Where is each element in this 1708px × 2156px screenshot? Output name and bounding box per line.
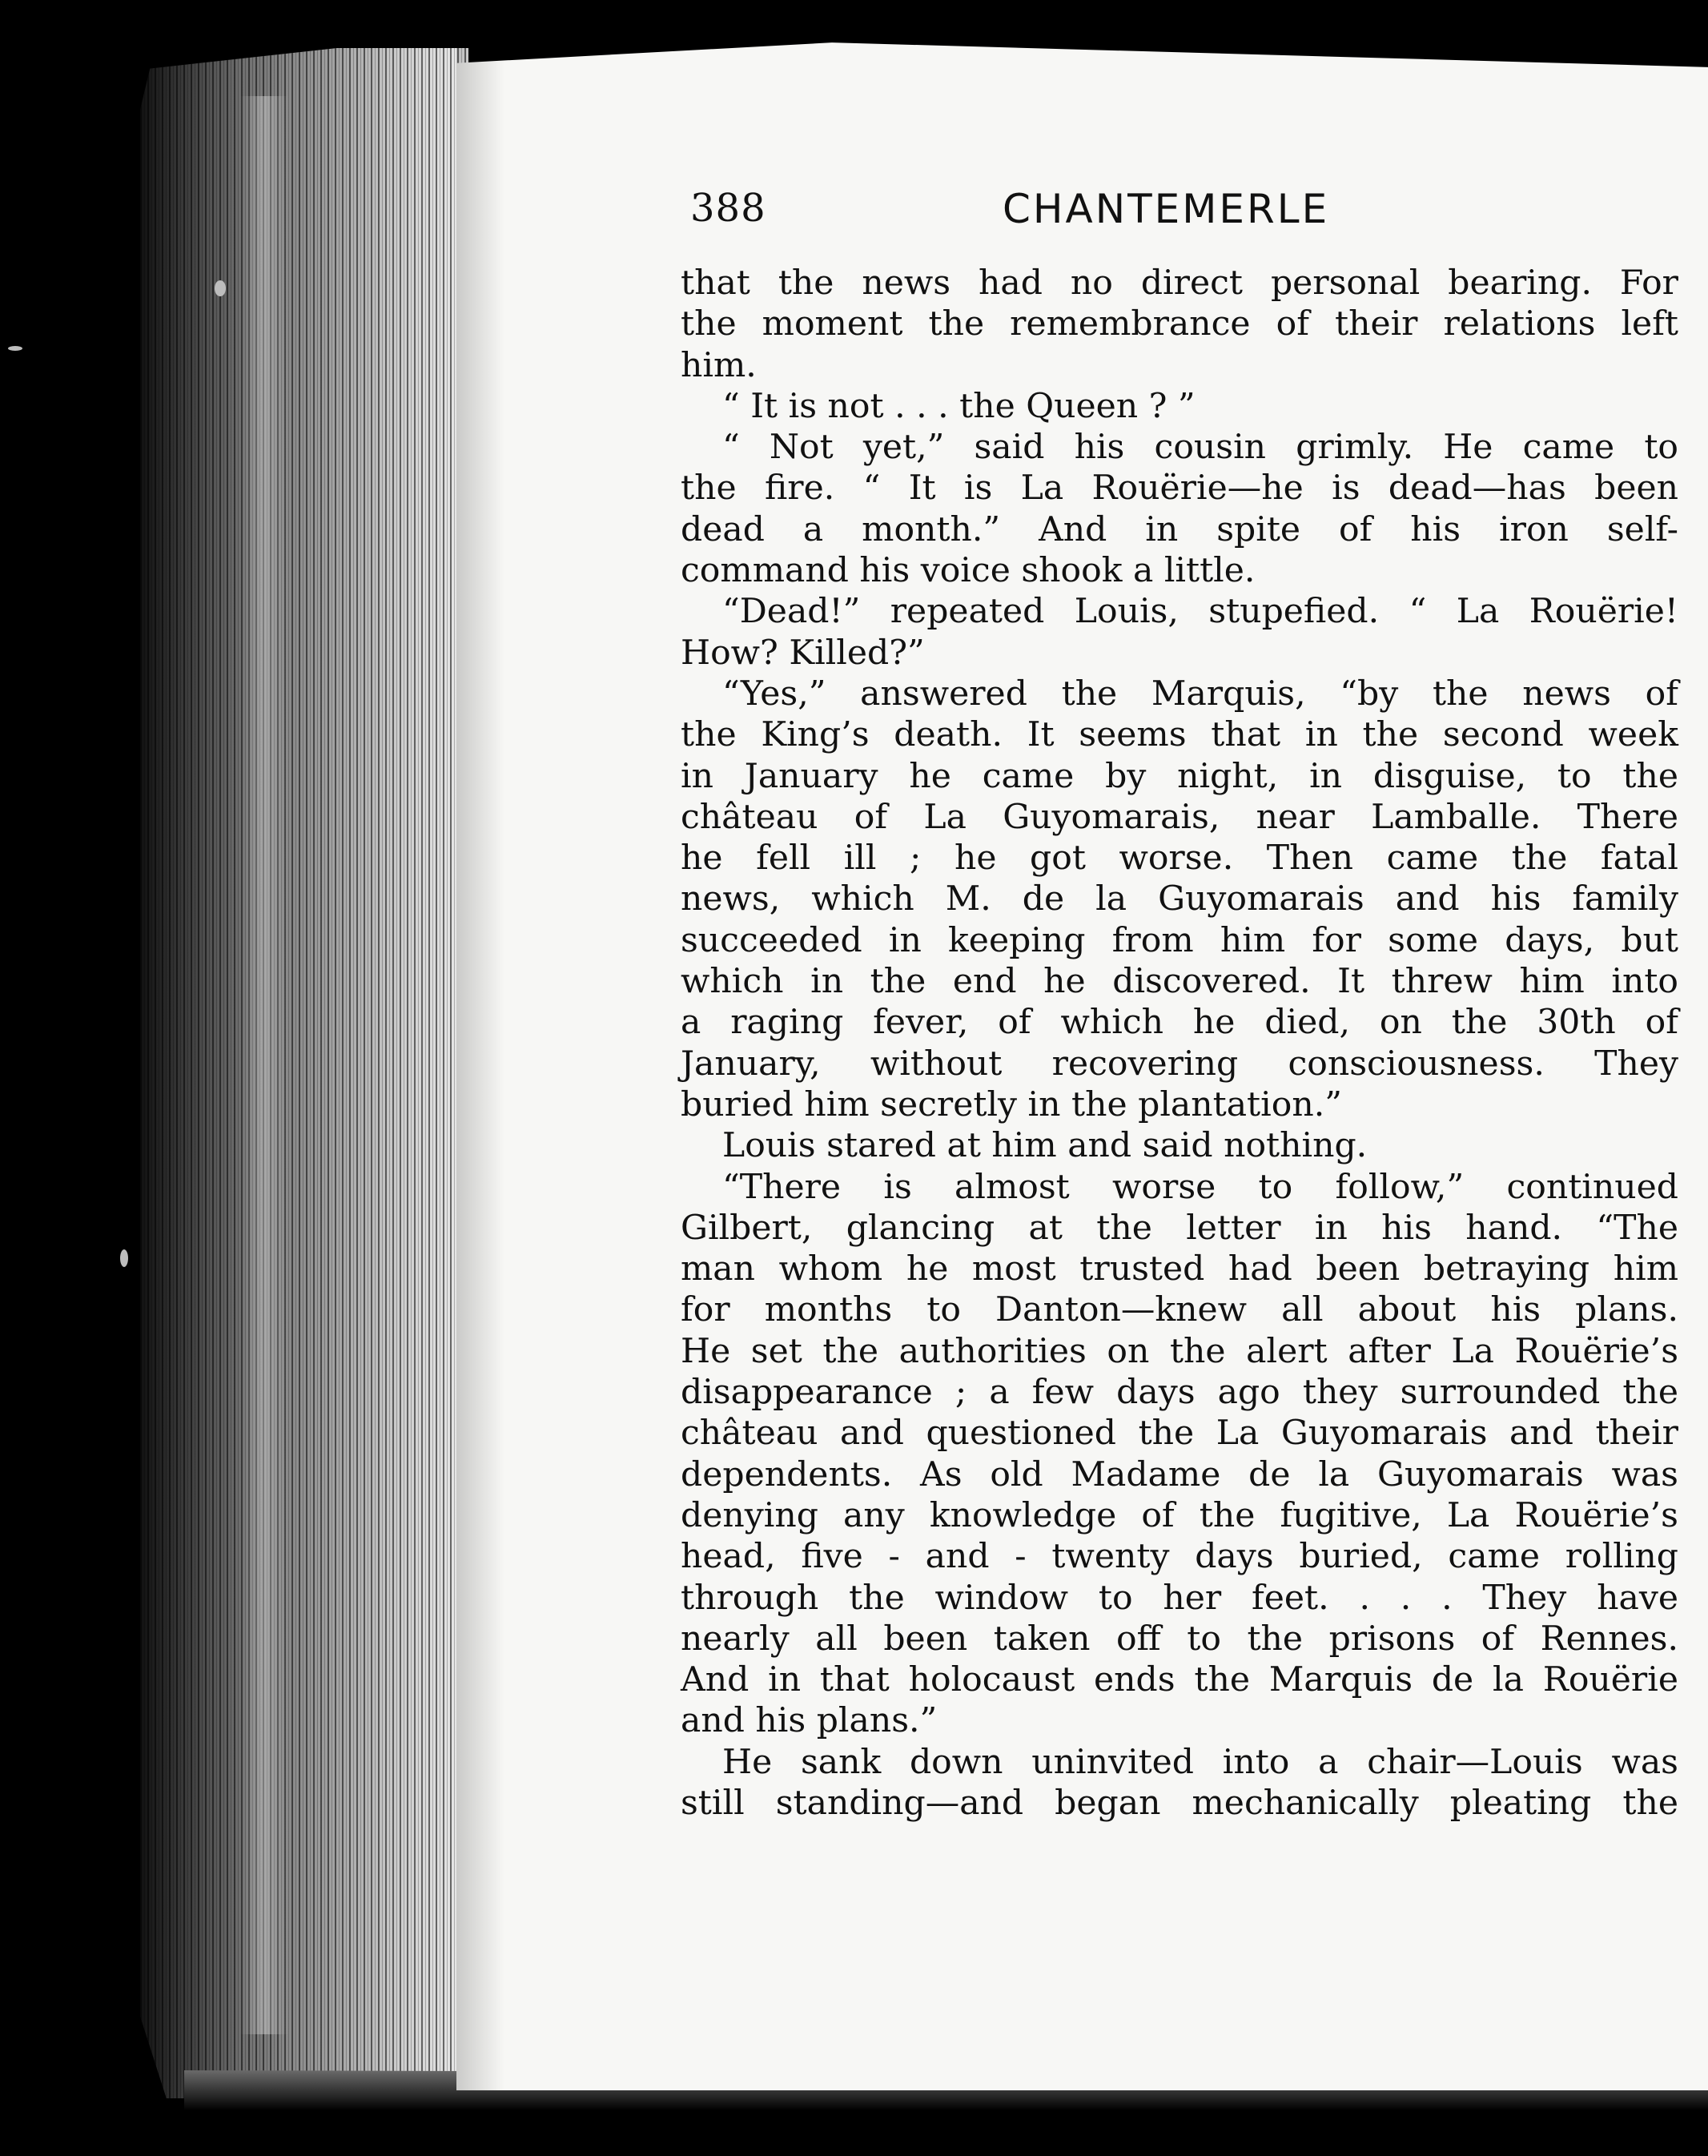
text-line: the King’s death. It seems that in the second week — [681, 715, 1678, 755]
text-line: he fell ill ; he got worse. Then came the fatal — [681, 839, 1678, 879]
running-head: CHANTEMERLE — [1003, 186, 1330, 232]
text-line: a raging fever, of which he died, on the 30th of — [681, 1003, 1678, 1043]
text-line: château and questioned the La Guyomarais and their — [681, 1414, 1678, 1454]
text-line: Louis stared at him and said nothing. — [722, 1126, 1368, 1166]
text-line: news, which M. de la Guyomarais and his family — [681, 879, 1678, 919]
text-line: buried him secretly in the plantation.” — [681, 1084, 1342, 1124]
text-line: him. — [681, 345, 757, 385]
text-line: man whom he most trusted had been betraying him — [681, 1249, 1678, 1289]
text-line: He set the authorities on the alert after La Rouërie’s — [681, 1331, 1678, 1371]
page-number: 388 — [690, 186, 766, 231]
text-line: January, without recovering consciousness. They — [681, 1044, 1678, 1084]
body-text — [681, 263, 1678, 1824]
page-edge-highlight — [240, 96, 288, 2034]
text-line: head, five - and - twenty days buried, came rolling — [681, 1537, 1678, 1577]
text-line: the moment the remembrance of their relations left — [681, 304, 1678, 344]
text-line: disappearance ; a few days ago they surrounded the — [681, 1373, 1678, 1413]
text-line: in January he came by night, in disguise, to the — [681, 756, 1678, 796]
text-line: Gilbert, glancing at the letter in his hand. “The — [681, 1208, 1678, 1248]
gutter-shadow — [456, 38, 504, 2090]
text-line: and his plans.” — [681, 1701, 938, 1741]
text-line: for months to Danton—knew all about his plans. — [681, 1290, 1678, 1330]
text-line: through the window to her feet. . . . They have — [681, 1578, 1678, 1618]
text-line: “Dead!” repeated Louis, stupefied. “ La Rouërie! — [722, 592, 1678, 632]
text-line: command his voice shook a little. — [681, 551, 1256, 591]
text-line: still standing—and began mechanically pleating the — [681, 1783, 1678, 1823]
text-line: the fire. “ It is La Rouërie—he is dead—has been — [681, 469, 1678, 509]
text-line: dead a month.” And in spite of his iron self- — [681, 509, 1678, 549]
page-header — [690, 186, 1377, 234]
text-line: nearly all been taken off to the prisons of Rennes. — [681, 1619, 1678, 1659]
text-line: château of La Guyomarais, near Lamballe. There — [681, 797, 1678, 837]
page-edges — [140, 48, 468, 2098]
text-line: “Yes,” answered the Marquis, “by the news of — [722, 674, 1678, 714]
text-line: How? Killed?” — [681, 633, 925, 673]
text-line: He sank down uninvited into a chair—Louis was — [722, 1742, 1678, 1782]
scan-speck — [8, 346, 22, 351]
text-line: “There is almost worse to follow,” continued — [722, 1167, 1678, 1207]
text-line: “ Not yet,” said his cousin grimly. He came to — [722, 428, 1678, 468]
text-line: that the news had no direct personal bearing. For — [681, 263, 1678, 303]
text-line: succeeded in keeping from him for some days, but — [681, 920, 1678, 960]
text-line: denying any knowledge of the fugitive, La Rouërie’s — [681, 1495, 1678, 1535]
text-line: dependents. As old Madame de la Guyomarais was — [681, 1454, 1678, 1494]
text-line: which in the end he discovered. It threw him into — [681, 962, 1678, 1002]
text-line: “ It is not . . . the Queen ? ” — [722, 386, 1196, 426]
scan-speck — [120, 1249, 128, 1267]
scan-speck — [215, 280, 226, 296]
text-line: And in that holocaust ends the Marquis de la Rouërie — [681, 1660, 1678, 1700]
